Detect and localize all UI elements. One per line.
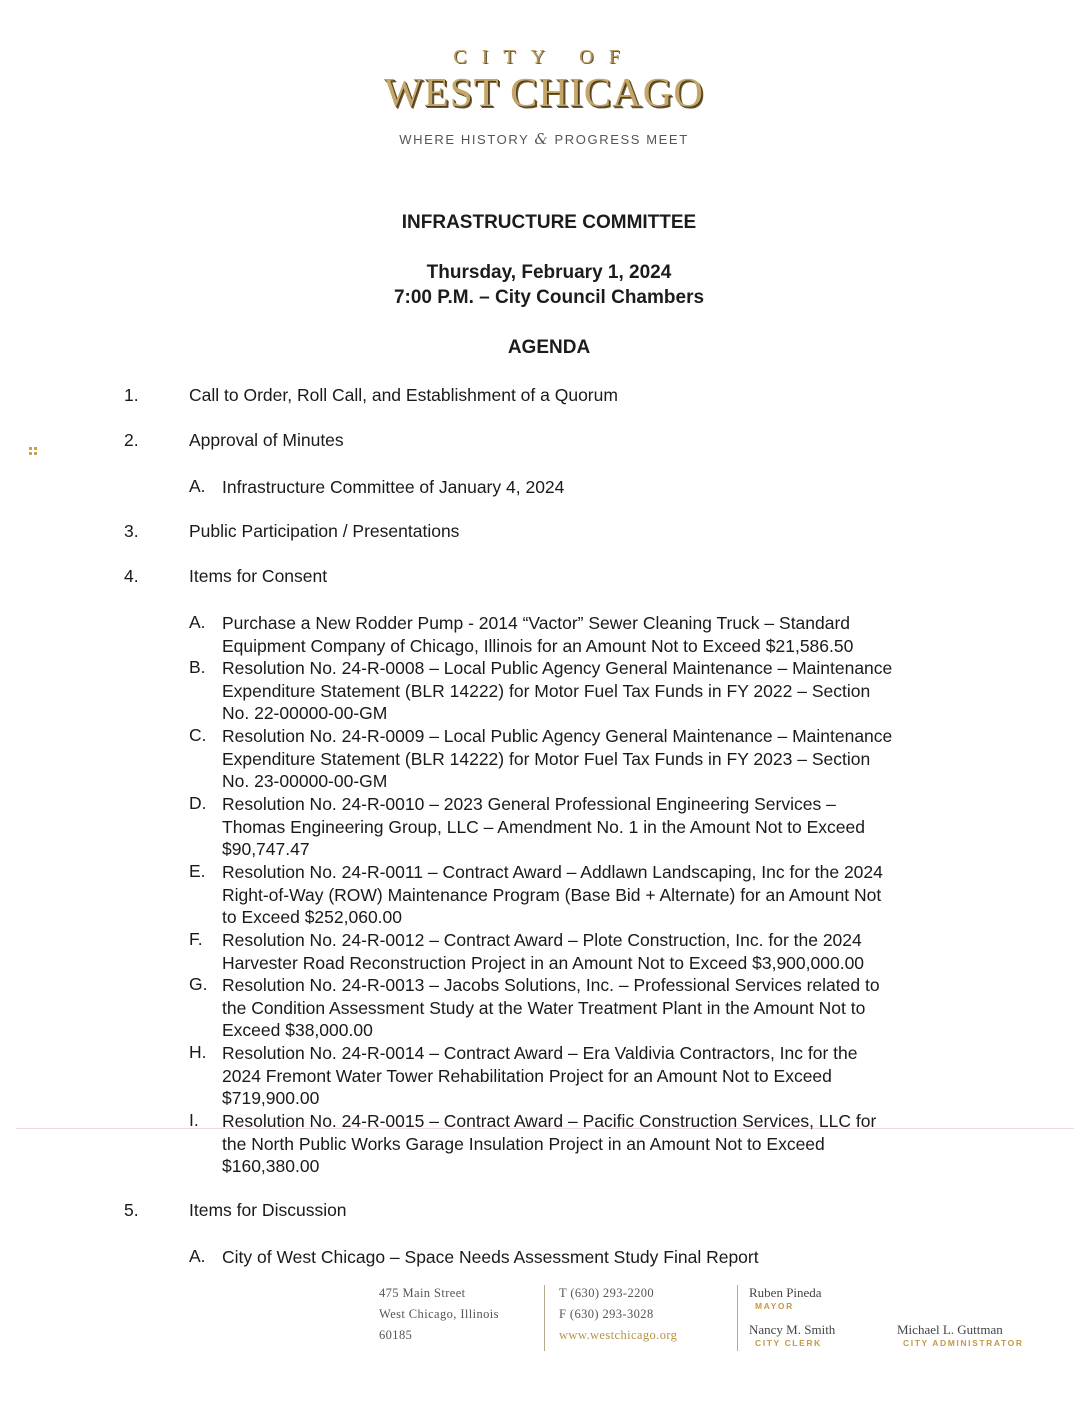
line: Resolution No. 24-R-0013 – Jacobs Solutions, Inc. – Professional Services related to: [222, 975, 880, 995]
subitem-letter: G.: [189, 974, 208, 994]
committee-title: INFRASTRUCTURE COMMITTEE: [401, 212, 697, 233]
mayor-block: [749, 1285, 822, 1311]
line: Resolution No. 24-R-0012 – Contract Award – Plote Construction, Inc. for the 2024: [222, 930, 862, 950]
mayor-name: Ruben Pineda: [749, 1285, 822, 1300]
subitem-letter: E.: [189, 861, 206, 881]
subitem-letter: B.: [189, 657, 206, 677]
item-number: 2.: [124, 430, 139, 450]
address-line: 475 Main Street: [379, 1286, 466, 1300]
footer-contact: [559, 1283, 677, 1346]
agenda-item: Items for Consent: [189, 566, 328, 586]
line: Exceed $38,000.00: [222, 1020, 373, 1040]
line: Resolution No. 24-R-0015 – Contract Award – Pacific Construction Services, LLC for: [222, 1111, 877, 1131]
tagline-part1: WHERE HISTORY: [399, 132, 530, 147]
consent-item-d: [222, 793, 982, 861]
line: Harvester Road Reconstruction Project in an Amount Not to Exceed $3,900,000.00: [222, 952, 865, 973]
subitem-letter: A.: [189, 476, 206, 496]
subitem-letter: F.: [189, 929, 203, 949]
line: 2024 Fremont Water Tower Rehabilitation Project for an Amount Not to Exceed: [222, 1065, 832, 1086]
line: to Exceed $252,060.00: [222, 907, 403, 927]
line: No. 23-00000-00-GM: [222, 771, 388, 791]
consent-item-i: [222, 1110, 982, 1178]
administrator-name: Michael L. Guttman: [897, 1322, 1003, 1337]
address-line: West Chicago, Illinois: [379, 1307, 499, 1321]
line: $90,747.47: [222, 839, 310, 859]
subitem-letter: H.: [189, 1042, 207, 1062]
line: Resolution No. 24-R-0008 – Local Public Agency General Maintenance – Maintenance: [222, 658, 893, 678]
consent-item-b: [222, 657, 982, 725]
line: Right-of-Way (ROW) Maintenance Program (Base Bid + Alternate) for an Amount Not: [222, 884, 882, 905]
administrator-role: CITY ADMINISTRATOR: [903, 1338, 1024, 1348]
footer-divider: [544, 1285, 545, 1351]
item-number: 1.: [124, 385, 139, 405]
fax: F (630) 293-3028: [559, 1307, 654, 1321]
subitem-letter: D.: [189, 793, 207, 813]
clerk-name: Nancy M. Smith: [749, 1322, 836, 1337]
line: Resolution No. 24-R-0010 – 2023 General Professional Engineering Services –: [222, 794, 836, 814]
line: $160,380.00: [222, 1156, 320, 1176]
subitem-letter: A.: [189, 1246, 206, 1266]
line: Expenditure Statement (BLR 14222) for Motor Fuel Tax Funds in FY 2023 – Section: [222, 748, 871, 769]
subitem-letter: C.: [189, 725, 207, 745]
agenda-item: Public Participation / Presentations: [189, 521, 460, 541]
footer-divider: [737, 1285, 738, 1351]
administrator-block: [897, 1322, 1024, 1348]
agenda-subitem: Infrastructure Committee of January 4, 2024: [222, 477, 565, 497]
line: the North Public Works Garage Insulation Project in an Amount Not to Exceed: [222, 1133, 825, 1154]
consent-item-c: [222, 725, 982, 793]
address-line: 60185: [379, 1328, 413, 1342]
phone: T (630) 293-2200: [559, 1286, 655, 1300]
line: Expenditure Statement (BLR 14222) for Motor Fuel Tax Funds in FY 2022 – Section: [222, 680, 871, 701]
meeting-date: Thursday, February 1, 2024: [426, 262, 672, 283]
website-link[interactable]: www.westchicago.org: [559, 1328, 678, 1342]
consent-item-a: [222, 612, 982, 657]
tagline-ampersand: &: [534, 130, 550, 148]
subitem-letter: I.: [189, 1110, 199, 1130]
line: Purchase a New Rodder Pump - 2014 “Vactor” Sewer Cleaning Truck – Standard: [222, 613, 851, 633]
letterhead-city-name: WEST CHICAGO: [384, 69, 704, 115]
agenda-item: Approval of Minutes: [189, 430, 344, 450]
line: Thomas Engineering Group, LLC – Amendment No. 1 in the Amount Not to Exceed: [222, 816, 866, 837]
line: the Condition Assessment Study at the Water Treatment Plant in the Amount Not to: [222, 997, 866, 1018]
meeting-time-place: 7:00 P.M. – City Council Chambers: [393, 287, 705, 308]
line: Resolution No. 24-R-0014 – Contract Award – Era Valdivia Contractors, Inc for the: [222, 1043, 858, 1063]
agenda-title: AGENDA: [507, 337, 591, 358]
margin-marker-icon: [29, 447, 37, 455]
consent-item-h: [222, 1042, 982, 1110]
consent-item-g: [222, 974, 982, 1042]
item-number: 3.: [124, 521, 139, 541]
line: Resolution No. 24-R-0009 – Local Public Agency General Maintenance – Maintenance: [222, 726, 893, 746]
line: $719,900.00: [222, 1088, 320, 1108]
line: Resolution No. 24-R-0011 – Contract Award – Addlawn Landscaping, Inc for the 2024: [222, 862, 883, 882]
tagline-part2: PROGRESS MEET: [554, 132, 689, 147]
agenda-item: Call to Order, Roll Call, and Establishment of a Quorum: [189, 385, 618, 405]
item-number: 4.: [124, 566, 139, 586]
mayor-role: MAYOR: [755, 1301, 794, 1311]
letterhead-tagline: [0, 130, 1088, 148]
letterhead-city-of: CITY OF: [453, 46, 635, 68]
clerk-block: [749, 1322, 835, 1348]
agenda-subitem: City of West Chicago – Space Needs Assessment Study Final Report: [222, 1247, 759, 1267]
consent-item-f: [222, 929, 982, 974]
consent-item-e: [222, 861, 982, 929]
item-number: 5.: [124, 1200, 139, 1220]
clerk-role: CITY CLERK: [755, 1338, 822, 1348]
footer-address: [379, 1283, 499, 1346]
line: Equipment Company of Chicago, Illinois for an Amount Not to Exceed $21,586.50: [222, 635, 854, 656]
agenda-item: Items for Discussion: [189, 1200, 347, 1220]
line: No. 22-00000-00-GM: [222, 703, 388, 723]
subitem-letter: A.: [189, 612, 206, 632]
